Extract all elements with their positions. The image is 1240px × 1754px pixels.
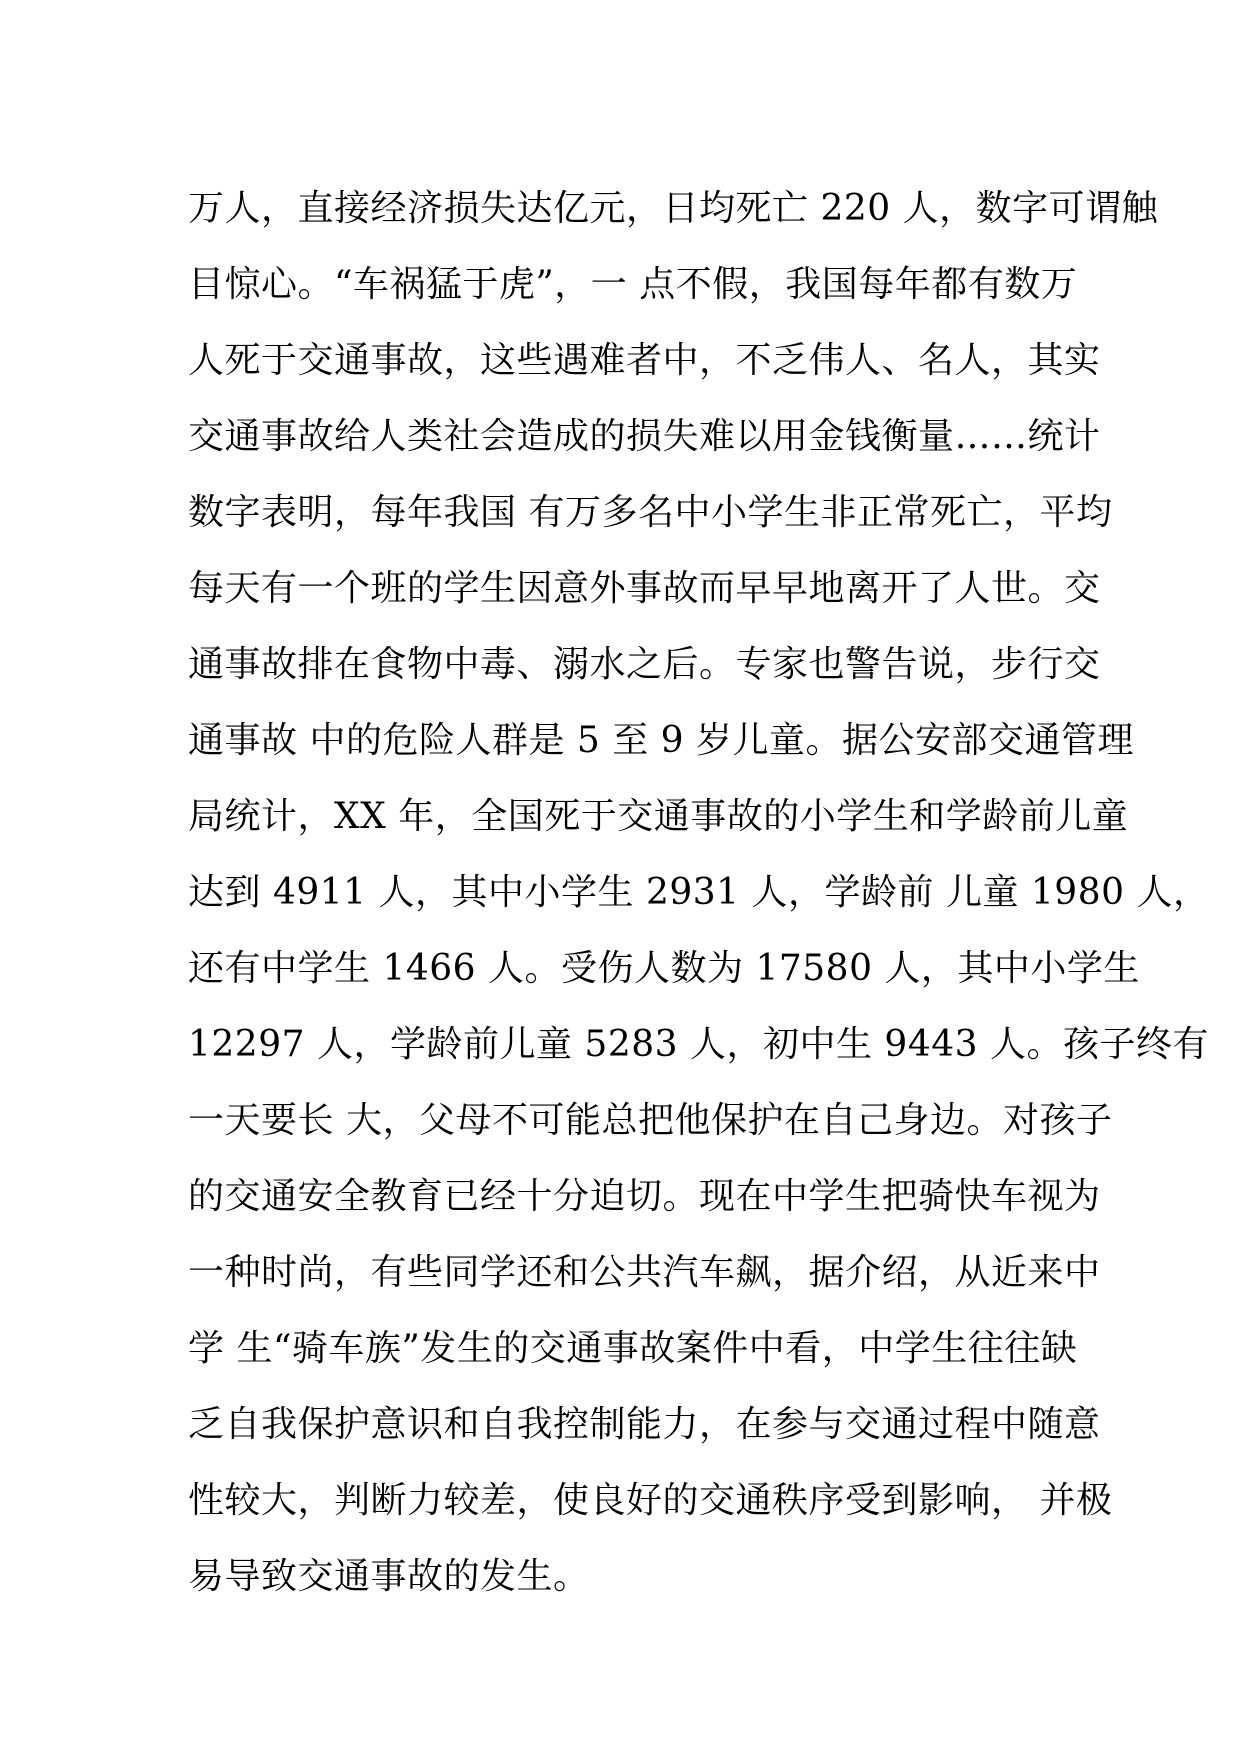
text-line: 学 生“骑车族”发生的交通事故案件中看，中学生往往缺	[188, 1328, 1078, 1369]
text-line: 目惊心。“车祸猛于虎”，一 点不假，我国每年都有数万	[188, 264, 1078, 305]
text-line: 还有中学生 1466 人。受伤人数为 17580 人，其中小学生	[188, 948, 1140, 989]
text-line: 每天有一个班的学生因意外事故而早早地离开了人世。交	[188, 568, 1101, 609]
text-line: 人死于交通事故，这些遇难者中，不乏伟人、名人，其实	[188, 340, 1101, 381]
text-line: 局统计，XX 年，全国死于交通事故的小学生和学龄前儿童	[188, 796, 1129, 837]
text-line: 一天要长 大，父母不可能总把他保护在自己身边。对孩子	[188, 1100, 1113, 1141]
text-line: 通事故排在食物中毒、溺水之后。专家也警告说，步行交	[188, 644, 1101, 685]
text-line: 性较大，判断力较差，使良好的交通秩序受到影响， 并极	[188, 1480, 1113, 1521]
text-line: 通事故 中的危险人群是 5 至 9 岁儿童。据公安部交通管理	[188, 720, 1135, 761]
text-line: 的交通安全教育已经十分迫切。现在中学生把骑快车视为	[188, 1176, 1101, 1217]
text-line: 一种时尚，有些同学还和公共汽车飙，据介绍，从近来中	[188, 1252, 1101, 1293]
text-line: 达到 4911 人，其中小学生 2931 人，学龄前 儿童 1980 人，	[188, 872, 1210, 913]
body-paragraph	[188, 171, 1210, 1615]
text-line: 乏自我保护意识和自我控制能力，在参与交通过程中随意	[188, 1404, 1101, 1445]
text-line: 万人，直接经济损失达亿元，日均死亡 220 人，数字可谓触	[188, 188, 1159, 229]
text-line: 易导致交通事故的发生。	[188, 1556, 590, 1597]
text-line: 数字表明，每年我国 有万多名中小学生非正常死亡，平均	[188, 492, 1113, 533]
text-line: 交通事故给人类社会造成的损失难以用金钱衡量……统计	[188, 416, 1101, 457]
text-line: 12297 人，学龄前儿童 5283 人，初中生 9443 人。孩子终有	[188, 1024, 1209, 1065]
